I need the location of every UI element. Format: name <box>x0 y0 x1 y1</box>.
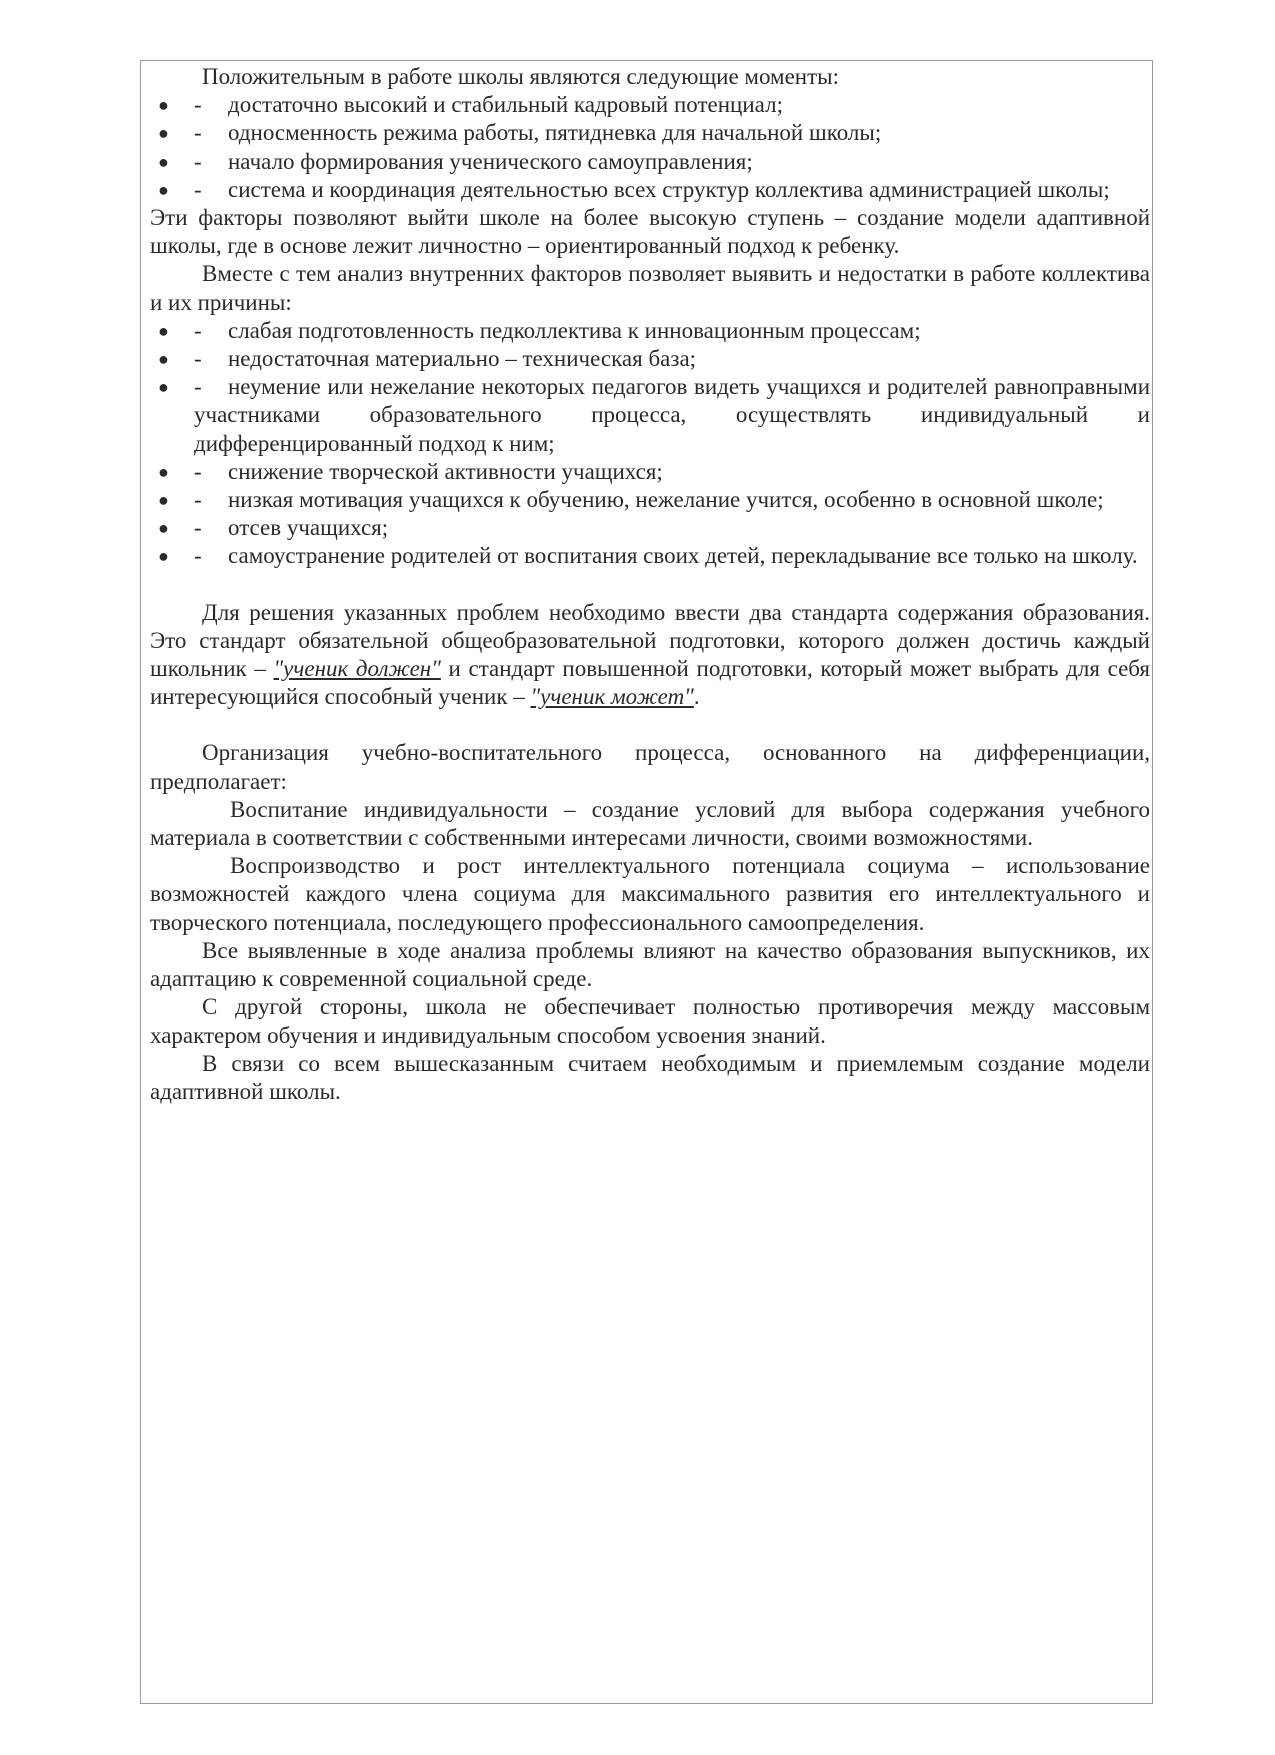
list-item: ● - отсев учащихся; <box>150 514 1150 542</box>
list-dash: - <box>194 374 202 400</box>
bullet-icon: ● <box>158 95 169 116</box>
standards-paragraph: Для решения указанных проблем необходимо ввести два стандарта содержания образования. Это стандарт обязательной общеобразовательной подготовки, которого должен достичь каждый школьник – "ученик должен" и стандарт повышенной подготовки, который может выбрать для себя интересующийся способный ученик – "ученик может". <box>150 599 1150 710</box>
list-dash: - <box>194 120 202 146</box>
individuality-paragraph: Воспитание индивидуальности – создание условий для выбора содержания учебного материала в соответствии с собственными интересами личности, своими возможностями. <box>150 796 1150 851</box>
conclusion-paragraph: В связи со всем вышесказанным считаем необходимым и приемлемым создание модели адаптивной школы. <box>150 1050 1150 1104</box>
list-dash: - <box>194 176 202 202</box>
list-dash: - <box>194 515 202 541</box>
negative-list <box>150 317 1150 571</box>
bullet-icon: ● <box>158 349 169 370</box>
list-item: ● - снижение творческой активности учащихся; <box>150 458 1150 486</box>
bullet-icon: ● <box>158 461 169 482</box>
list-item: ● - система и координация деятельностью всех структур коллектива администрацией школы; <box>150 176 1150 204</box>
bullet-icon: ● <box>158 123 169 144</box>
list-item: ● - недостаточная материально – техническая база; <box>150 345 1150 373</box>
bullet-icon: ● <box>158 151 169 172</box>
list-item: ● - слабая подготовленность педколлектива к инновационным процессам; <box>150 317 1150 345</box>
list-dash: - <box>194 487 202 513</box>
reproduction-paragraph: Воспроизводство и рост интеллектуального потенциала социума – использование возможностей каждого члена социума для максимального развития его интеллектуального и творческого потенциала, последующего профессионального самоопределения. <box>150 853 1150 935</box>
organization-paragraph: Организация учебно-воспитательного процесса, основанного на дифференциации, предполагает: <box>150 740 1150 794</box>
document-body <box>150 63 1150 1106</box>
bullet-icon: ● <box>158 377 169 398</box>
list-dash: - <box>194 543 202 569</box>
list-dash: - <box>194 317 202 343</box>
list-item: ● - достаточно высокий и стабильный кадровый потенциал; <box>150 91 1150 119</box>
list-dash: - <box>194 458 202 484</box>
bullet-icon: ● <box>158 490 169 511</box>
bullet-icon: ● <box>158 320 169 341</box>
bullet-icon: ● <box>158 179 169 200</box>
list-dash: - <box>194 346 202 372</box>
term-student-must: "ученик должен" <box>273 656 441 682</box>
positive-intro: Положительным в работе школы являются следующие моменты: <box>202 64 840 89</box>
bullet-icon: ● <box>158 518 169 539</box>
list-item: ● - односменность режима работы, пятидневка для начальной школы; <box>150 119 1150 147</box>
bullet-icon: ● <box>158 546 169 567</box>
positive-list <box>150 91 1150 204</box>
list-item: ● - низкая мотивация учащихся к обучению, нежелание учится, особенно в основной школе; <box>150 486 1150 514</box>
analysis-intro: Вместе с тем анализ внутренних факторов позволяет выявить и недостатки в работе коллектива и их причины: <box>150 261 1150 315</box>
problems-paragraph: Все выявленные в ходе анализа проблемы влияют на качество образования выпускников, их адаптацию к современной социальной среде. <box>150 937 1150 992</box>
list-dash: - <box>194 92 202 118</box>
list-item: ● - начало формирования ученического самоуправления; <box>150 148 1150 176</box>
list-item: ● - неумение или нежелание некоторых педагогов видеть учащихся и родителей равноправными участниками образовательного процесса, осуществлять индивидуальный и дифференцированный подход к ним; <box>158 374 1150 456</box>
list-dash: - <box>194 148 202 174</box>
contradiction-paragraph: С другой стороны, школа не обеспечивает полностью противоречия между массовым характером обучения и индивидуальным способом усвоения знаний. <box>150 994 1150 1048</box>
factors-paragraph: Эти факторы позволяют выйти школе на более высокую ступень – создание модели адаптивной школы, где в основе лежит личностно – ориентированный подход к ребенку. <box>150 205 1150 259</box>
list-item: ● - самоустранение родителей от воспитания своих детей, перекладывание все только на школу. <box>150 542 1150 570</box>
term-student-can: "ученик может" <box>530 684 694 710</box>
